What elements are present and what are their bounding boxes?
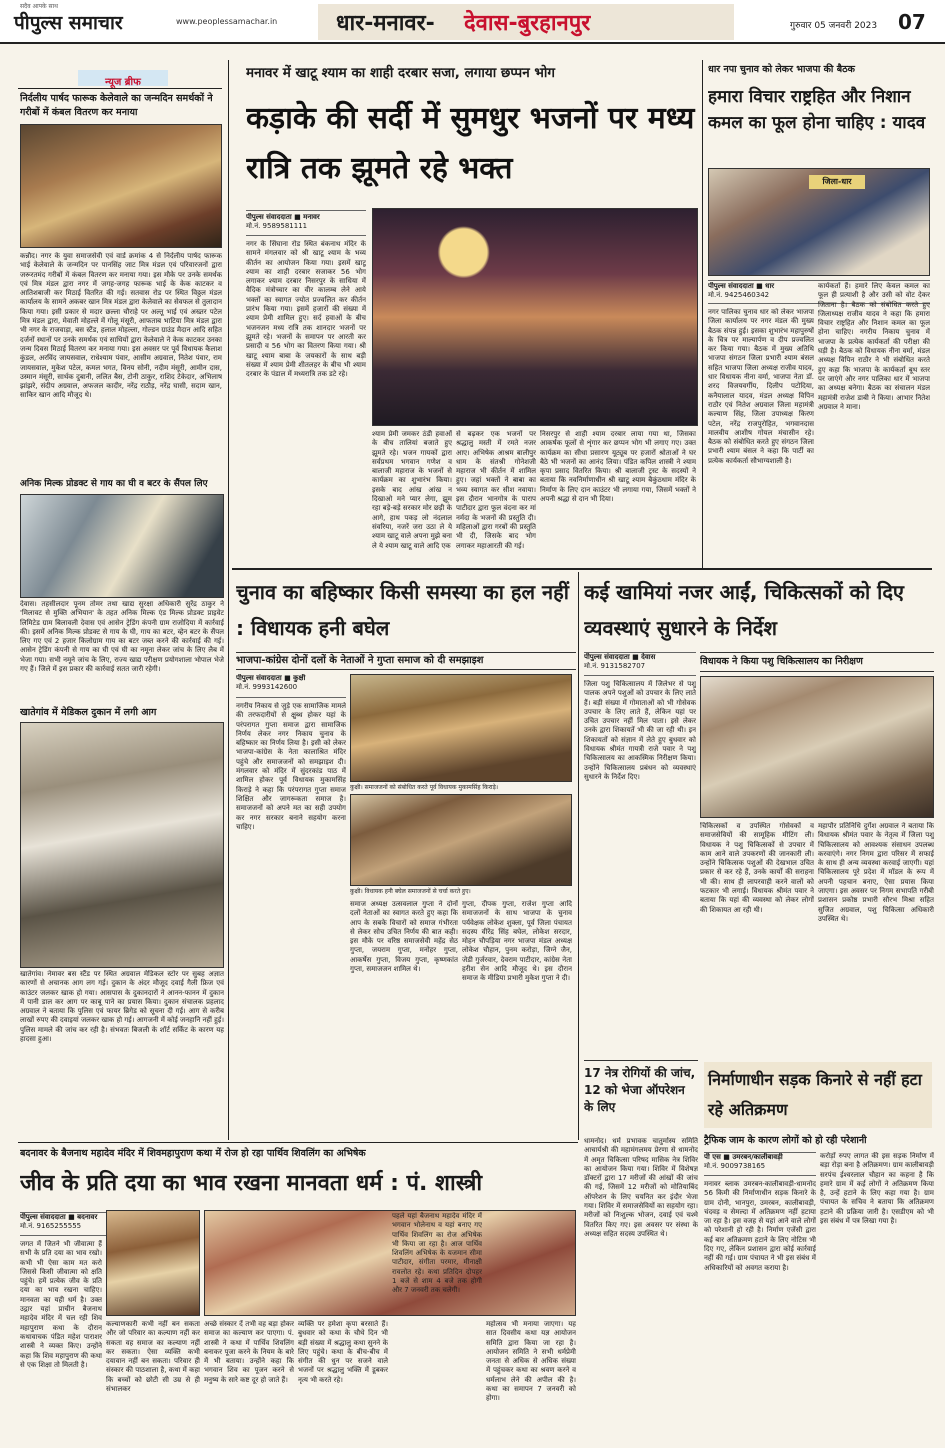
top-col1: नगर के सिंघाना रोड स्थित बंकनाथ मंदिर के सामने मंगलवार को श्री खाटू श्याम के भव्य कीर्तन का आयोजन किया गया। इसमें खाटू श्याम का शाही दरबार सजाकर 56 भोग लगाकर श्याम दरबार निसरपुर के साधिया में वैदिक मंत्रोच्चार का वीर कालम्ब लेने आये भक्तों का स्वागत ज्योत प्रज्वलित कर कीर्तन प्रारंभ किया गया। इसमें हजारों की संख्या में श्याम प्रेमी शामिल हुए। सर्द हवाओं के बीच भजनजन मध्य रात्रि तक शानदार भजनों पर झूमते रहे। भजनों के समापन पर आरती कर प्रसादी व 56 भोग का वितरण किया गया। श्री खाटू श्याम बाबा के जयकारों के साथ बड़ी संख्या में श्याम प्रेमी शीतलहर के बीच भी श्याम दरबार के पंडाल में मध्यरात्रि तक डटे रहे। bbox=[246, 240, 366, 379]
masthead-tagline: सदैव आपके साथ bbox=[20, 3, 58, 10]
top-byline-name: पीपुल्स संवाददाता ■ मनावर bbox=[246, 213, 320, 221]
bottom-left-col1: जगत में जितने भी जीवात्मा हैं सभी के प्रति दया का भाव रखो। कभी भी ऐसा काम मत करो जिससे किसी जीवात्मा को क्षति पहुंचे। हमें प्रत्येक जीव के प्रति दया का भाव रखना चाहिए। मानवता का यही धर्म है। उक्त उद्गार यहां प्राचीन बैजनाथ महादेव मंदिर में चल रही शिव महापुराण कथा के दौरान कथावाचक पंडित महेश पाराशर शास्त्री ने व्यक्त किए। उन्होंने कहा कि शिव महापुराण की कथा से एक शिक्षा तो मिलती है। bbox=[20, 1240, 102, 1369]
mid-right-col1: जिला पशु चिकित्सालय में जिलेभर से पशु पालक अपने पशुओं को उपचार के लिए लाते हैं। बड़ी संख्या में गोमाताओं को भी गोसेवक उपचार के लिए लाते हैं, लेकिन यहां पर उचित उपचार नहीं मिल पाता। इसे लेकर उनके द्वारा शिकायतें भी की जा रही थी। इन शिकायतों को संज्ञान में लेते हुए बुधवार को विधायक श्रीमंत गायत्री राजे पवार ने पशु चिकित्सालय का आकस्मिक निरीक्षण किया। उन्होंने चिकित्सालय प्रबंधन को व्यवस्थाएं सुधारने के निर्देश दिए। bbox=[584, 680, 696, 781]
mid-left-caption2: कुक्षी। विधायक हनी बघेल समाजजनों से चर्चा करते हुए। bbox=[350, 888, 471, 895]
bottom-right-byline-box bbox=[704, 1152, 816, 1176]
bottom-right-headline-box bbox=[704, 1062, 932, 1128]
mid-left-headline: चुनाव का बहिष्कार किसी समस्या का हल नहीं : विधायक हनी बघेल bbox=[236, 580, 569, 640]
edition-title-part1: धार-मनावर- bbox=[336, 11, 435, 36]
mid-right-photo bbox=[700, 676, 934, 818]
top-headline: कड़ाके की सर्दी में सुमधुर भजनों पर मध्य रात्रि तक झूमते रहे भक्त bbox=[246, 101, 695, 186]
date-label: गुरुवार 05 जनवरी 2023 bbox=[790, 21, 878, 31]
top-col2: श्याम प्रेमी जमकर ठंडी हवाओं के बीच तालियां बजाते हुए झूमते रहे। भजन गायकों द्वारा सर्वप्रथम भगवान गणेश व बालाजी महाराज के भजनों से कार्यक्रम का शुभारंभ किया। इसके बाद आंख आंख न दिखाओ मने प्यार लेगा, झूम रहा बड़े-बड़े सरकार मोर छड़ी के आगे, हाथ पकड़ लो नंदलाल संवरिया, नजरें जरा उठा ले ये श्याम खाटू वाले अपना मुझे बना ले ये श्याम खाटू वाले आदि एक bbox=[372, 430, 452, 550]
brief2-body: देवास। तहसीलदार पूनम तोमर तथा खाद्य सुरक्षा अधिकारी सुरेंद्र ठाकुर ने 'मिलावट से मुक्ति अभियान' के तहत अनिक मिल्क एंड मिल्क प्रोडक्ट प्राइवेट लिमिटेड ग्राम बिलावली देवास एवं आसेन ट्रेडिंग कंपनी ग्राम राजोदिया में कार्रवाई की। इसमें अनिक मिल्क प्रोडक्ट से गाय के घी, गाय का बटर, व्हेन बटर के सैंपल लिए गए एवं 2 हजार किलोग्राम गाय का बटर जब्त करने की कार्रवाई की गई। आसेन ट्रेडिंग कंपनी से गाय का घी एवं घी का नमूना लेकर जांच के लिए लैब में भेजा गया। सभी नमूने जांच के लिए, राज्य खाद्य परीक्षण प्रयोगशाला भोपाल भेजे गए हैं। जिले में इस प्रकार की कार्रवाई सतत जारी रहेगी। bbox=[20, 600, 224, 674]
brief1-headline: निर्दलीय पार्षद फारूक केलेवाले का जन्मदिन समर्थकों ने गरीबों में कंबल वितरण कर मनाया bbox=[20, 93, 213, 118]
edition-title-part2: देवास-बुरहानपुर bbox=[464, 11, 591, 36]
top-kicker: मनावर में खाटू श्याम का शाही दरबार सजा, लगाया छप्पन भोग bbox=[246, 65, 555, 81]
masthead bbox=[0, 0, 945, 44]
brief3-photo bbox=[20, 722, 224, 968]
top-byline-box bbox=[246, 210, 366, 236]
eye-camp-headline: 17 नेत्र रोगियों की जांच, 12 को भेजा ऑपरेशन के लिए bbox=[584, 1066, 696, 1114]
bottom-right-col1: मनावर ब्लाक उमरबन-कालीबावड़ी-धामनोद 56 किमी की निर्माणाधीन सड़क किनारे के ग्राम दोनी, भानपुरा, उमरबन, कालीबावड़ी, चंदवड़ व सेमल्दा में अतिक्रमण नहीं हटाया जा रहा है। इस वजह से यहां आने वाले लोगों को परेशानी हो रही है। निर्माण एजेंसी द्वारा कई बार अतिक्रमण हटाने के लिए नोटिस भी दिए गए, लेकिन प्रशासन द्वारा कोई कार्रवाई नहीं की गई। ग्राम पंचायत ने भी इस संबंध में अधिकारियों को अवगत कराया है। bbox=[704, 1180, 816, 1272]
eye-camp-body: धामनोद। धर्म प्रभावक चातुर्मास्य समिति आचार्यश्री की महामंगलमय प्रेरणा से धामनोद में अमृत चिकित्सा परिषद मासिक नेत्र शिविर का आयोजन किया गया। शिविर में विशेषज्ञ डॉक्टरों द्वारा 17 मरीजों की आंखों की जांच की गई, जिसमें 12 मरीजों को मोतियाबिंद ऑपरेशन के लिए चयनित कर इंदौर भेजा गया। शिविर में समाजसेवियों का सहयोग रहा। मरीजों को निःशुल्क भोजन, दवाई एवं चश्मे वितरित किए गए। इस अवसर पर संस्था के अध्यक्ष सहित सदस्य उपस्थित थे। bbox=[584, 1137, 698, 1238]
mid-right-col2: चिकित्सकों व उपस्थित गोसेवकों व समाजसेवियों की सामूहिक मीटिंग ली। विधायक ने पशु चिकित्सकों से उपचार में काम आने वाले उपकरणों की जानकारी ली। उन्होंने चिकित्सक पशुओं की देखभाल उचित प्रकार से कर रहे हैं, उनके कार्यों की सराहना भी की। साथ ही लापरवाही करने वालों को फटकार भी लगाई। विधायक श्रीमंत पवार ने बताया कि यहां की व्यवस्था को लेकर लोगों की शिकायत आ रही थी। bbox=[700, 822, 814, 914]
page-number: 07 bbox=[898, 10, 926, 34]
right-top-photo bbox=[708, 168, 930, 276]
right-top-col2: कार्यकर्ता हैं। हमारे लिए केवल कमल का फूल ही प्रत्याशी है और उसी को वोट देकर जिताना है। बैठक को संबोधित करते हुए जिलाध्यक्ष राजीव यादव ने कहा कि हमारा विचार राष्ट्रहित और निशान कमल का फूल होना चाहिए। नगरीय निकाय चुनाव में भाजपा के प्रत्येक कार्यकर्ता की परीक्षा की घड़ी है। बैठक को विधायक नीना वर्मा, मंडल अध्यक्ष विपिन राठौर ने भी संबोधित करते हुए कहा कि भाजपा के कार्यकर्ता बूथ स्तर पर जाएंगे और नगर पालिका धार में भाजपा का अध्यक्ष बनेगा। बैठक का संचालन मंडल महामंत्री राजेश डाबी ने किया। आभार नितेश अग्रवाल ने माना। bbox=[818, 282, 930, 411]
brief3-body: खातेगांव। नेमावर बस स्टैंड पर स्थित अग्रवाल मेडिकल स्टोर पर सुबह अज्ञात कारणों से अचानक आग लग गई। दुकान के अंदर मौजूद दवाई गैली फ्रिज एवं काउंटर जलकर खाक हो गया। आसपास के दुकानदारों ने आनन-फानन में दुकान में पानी डाल कर आग पर काबू पाने का प्रयास किया। दुकान संचालक प्रहलाद अग्रवाल ने बताया कि पुलिस एवं फायर ब्रिगेड को सूचना दी गई। आग से करीब लाखों रुपए की दवाइयां जलकर खाक हो गई। आगजनी में कोई जनहानि नहीं हुई। पुलिस मामले की जांच कर रही है। संभवतः बिजली के शॉर्ट सर्किट के कारण यह हादसा हुआ। bbox=[20, 970, 224, 1044]
mid-left-caption1: कुक्षी। समाजजनों को संबोधित करते पूर्व विधायक मुकामसिंह किराड़े। bbox=[350, 784, 499, 791]
top-col4: निसरपुर से शाही श्याम दरबार लाया गया था, जिसका आकर्षक फूलों से शृंगार कर छप्पन भोग भी लगाए गए। उक्त कार्यक्रम का सीधा प्रसारण यूट्यूब पर हजारों श्रोताओं ने घर बैठे भी भजनों का आनंद लिया। पंडित कपिल शास्त्री ने श्याम कृपा प्रसाद वितरित किया। श्री बालाजी ट्रस्ट के सदस्यों ने बताया कि नवनिर्माणाधीन श्री खाटू श्याम बैकुंठधाम मंदिर के निर्माण के लिए दान काउंटर भी लगाया गया, जिसमें भक्तों ने अपनी श्रद्धा से दान भी दिया। bbox=[540, 430, 696, 504]
bottom-left-col6: महोत्सव भी मनाया जाएगा। यह सात दिवसीय कथा यज्ञ आयोजन समिति द्वारा किया जा रहा है। आयोजन समिति ने सभी धर्मप्रेमी जनता से अधिक से अधिक संख्या में पहुंचकर कथा का श्रवण करने व धर्मलाभ लेने की अपील की है। कथा का समापन 7 जनवरी को होगा। bbox=[486, 1320, 576, 1403]
mid-left-byline-box bbox=[236, 674, 346, 698]
bottom-right-byline-name: पी एस ■ उमरबन/कालीबावड़ी bbox=[704, 1153, 783, 1161]
bottom-left-kicker: बदनावर के बैजनाथ महादेव मंदिर में शिवमहापुराण कथा में रोज हो रहा पार्थिव शिवलिंग का अभिषेक bbox=[20, 1148, 366, 1159]
mid-left-photo2 bbox=[350, 794, 572, 886]
mid-left-byline-name: पीपुल्स संवाददाता ■ कुक्षी bbox=[236, 674, 306, 682]
right-top-byline-mobile: मो.नं. 9425460342 bbox=[708, 291, 770, 299]
edition-title-band bbox=[318, 4, 734, 40]
bottom-left-col5: पहले यहां बैजनाथ महादेव मंदिर में भगवान भोलेनाथ व यहां बनाए गए पार्थिव शिवलिंग का रोज अभिषेक भी किया जा रहा है। आज पार्थिव शिवलिंग अभिषेक के यजमान सीमा पाटीदार, संगीता परमार, मीनाक्षी रावलोत रहे। कथा प्रतिदिन दोपहर 1 बजे से शाम 4 बजे तक होगी और 7 जनवरी तक चलेगी। bbox=[392, 1212, 482, 1295]
bottom-left-photo1 bbox=[106, 1210, 200, 1316]
eye-camp-box bbox=[584, 1060, 698, 1448]
brief1-photo bbox=[20, 124, 222, 248]
bottom-left-photo2 bbox=[204, 1210, 576, 1316]
mid-right-byline-mobile: मो.नं. 9131582707 bbox=[584, 662, 646, 670]
brief1-body: कन्नौद। नगर के युवा समाजसेवी एवं वार्ड क्रमांक 4 से निर्दलीय पार्षद फारूक भाई केलेवाले के जन्मदिन पर पानसिंह जाट मित्र मंडल एवं परिवारजनों द्वारा जरूरतमंद गरीबों में कंबल वितरण कर मनाया गया। इस मौके पर उनके समर्थक एवं मित्र मंडल द्वारा नगर में जगह-जगह फारूक भाई के केक काटकर व आतिशबाजी कर मिठाई वितरित की गई। सतवास रोड पर स्थित विठ्ठल मंडल कार्यालय के सामने अकबर खान मित्र मंडल द्वारा केलेवाले का सेवफल से तुलादान किया गया। इसी प्रकार से मदार छल्ला चौराहे पर अल्तू भाई एवं अख्तर पटेल मित्र मंडल द्वारा, मेवाती मोहल्ले में गोलू मंसूरी, आफताब भाटिया मित्र मंडल द्वारा भी नगर के राजवाड़ा, बस स्टैंड, हलाल मोहल्ला, गोल्डन ग्राउंड मैदान आदि सहित दर्जनों स्थानों पर उनके समर्थक एवं साथियों द्वारा केलेवाले ने केक काटकर उनका जन्म दिवस मिठाई वितरण कर मनाया गया। इस अवसर पर पूर्व विधायक कैलाश कुंडल, अरविंद जायसवाल, राधेश्याम पंवार, आसीम अग्रवाल, नितेश पंवार, राम जायसवाल, मुकेश पटेल, कमल भगत, विनय सोनी, नदीम मंसूरी, आमीन दास, उस्मान मंसूरी, सार्थक दुबानी, ललित बैस, टोनी ठाकुर, राशिद टेकेदार, अभिलाष झांझरे, संदीप अग्रवाल, अफजल कादीर, नरेंद्र राठौड़, नरेंद्र घासी, सदाम खान, साकिर खान आदि मौजूद थे। bbox=[20, 252, 222, 400]
mid-left-subhead: भाजपा-कांग्रेस दोनों दलों के नेताओं ने गुप्ता समाज को दी समझाइश bbox=[236, 655, 484, 666]
right-top-col1: नगर पालिका चुनाव धार को लेकर भाजपा जिला कार्यालय पर नगर मंडल की मुख्य बैठक संपन्न हुई। इसका शुभारंभ महापुरुषों के चित्र पर माल्यार्पण व दीप प्रज्वलित कर किया गया। बैठक में मुख्य अतिथि भाजपा संगठन जिला प्रभारी श्याम बंसल सहित भाजपा जिला अध्यक्ष राजीव यादव, धार विधायक नीना वर्मा, भाजपा नेता डॉ. शरद विजयवर्गीय, दिलीप पटोदिया, कनैयालाल यादव, मंडल अध्यक्ष विपिन राठौर एवं नितेश अग्रवाल जिला महामंत्री कल्याण सिंह, जिला उपाध्यक्ष किरण पटेल, नरेंद्र राजपुरोहित, भगवानदास मालवीय आशीष गोयल मंचासीन रहे। बैठक को संबोधित करते हुए संगठन जिला प्रभारी श्याम बंसल ने कहा कि पार्टी का प्रत्येक कार्यकर्ता सौभाग्यशाली है। bbox=[708, 308, 814, 465]
masthead-url[interactable]: www.peoplessamachar.in bbox=[176, 17, 278, 26]
mid-right-subhead-box bbox=[700, 652, 934, 672]
brief3-headline: खातेगांव में मेडिकल दुकान में लगी आग bbox=[20, 707, 157, 718]
right-top-headline: हमारा विचार राष्ट्रहित और निशान कमल का फूल होना चाहिए : यादव bbox=[708, 87, 926, 133]
mid-left-byline-mobile: मो.नं. 9993142600 bbox=[236, 683, 298, 691]
mid-left-col1: नगरीय निकाय से जुड़े एक सामाजिक मामले की तरफदारीयों से क्षुब्ध होकर यहां के परंपरागत गुप्ता समाज द्वारा सामाजिक निर्णय लेकर नगर निकाय चुनाव के बहिष्कार का निर्णय लिया है। इसी को लेकर भाजपा-कांग्रेस के नेता कालाश्रित मंदिर पहुंचे और समाजजनों को समझाइश दी। मंगलवार को मंदिर में सुंदरकांड पाठ में शामिल होकर पूर्व विधायक मुकामसिंह किराड़े ने कहा कि परंपरागत गुप्ता समाज शिक्षित और जागरूकता समाज है। समाजजनों को अपने मत का सही उपयोग कर नगर सरकार बनाने सहयोग करना चाहिए। bbox=[236, 702, 346, 831]
bottom-left-byline-mobile: मो.नं. 9165255555 bbox=[20, 1222, 82, 1230]
mid-right-byline-name: पीपुल्स संवाददाता ■ देवास bbox=[584, 653, 656, 661]
news-brief-label-box bbox=[78, 70, 168, 86]
mid-right-headline: कई खामियां नजर आईं, चिकित्सकों को दिए व्यवस्थाएं सुधारने के निर्देश bbox=[584, 580, 904, 640]
dhar-banner: जिला-धार bbox=[809, 175, 865, 189]
bottom-left-byline-name: पीपुल्स संवाददाता ■ बदनावर bbox=[20, 1213, 98, 1221]
news-brief-label: न्यूज ब्रीफ bbox=[105, 77, 141, 88]
bottom-left-col2: कल्याणकारी कभी नहीं बन सकता और जो परिवार का कल्याण नहीं कर सकता वह समाज का कल्याण नहीं कर सकता। ऐसा व्यक्ति कभी दयावान नहीं बन सकता। परिवार ही संस्कार की पाठशाला है, कथा में कहा कि बच्चों को छोटी सी उम्र से ही संभालकर bbox=[106, 1320, 200, 1394]
bottom-right-headline: निर्माणाधीन सड़क किनारे से नहीं हटा रहे अतिक्रमण bbox=[708, 1070, 922, 1119]
right-top-byline-name: पीपुल्स संवाददाता ■ धार bbox=[708, 282, 775, 290]
mid-left-col3: गुप्ता, दीपक गुप्ता, राजेश गुप्ता आदि समाजजनों के साथ भाजपा के चुनाव पर्यवेक्षक लोकेश शुक्ला, पूर्व जिला पंचायत सदस्य वीरेंद्र सिंह बघेल, लोकेश सरदार, मोहन चौपड़िया नगर भाजपा मंडल अध्यक्ष लोकेश चौहान, पुनम करोड़ा, जिग्ने जैन, जेडी गुर्जरवार, देवराम पाटीदार, कांग्रेस नेता हरीश सेन आदि मौजूद थे। इस दौरान समाज के मीडिया प्रभारी मुकेश गुप्ता ने दी। bbox=[462, 900, 572, 983]
bottom-right-byline-mobile: मो.नं. 9009738165 bbox=[704, 1162, 766, 1170]
right-top-kicker: धार नपा चुनाव को लेकर भाजपा की बैठक bbox=[708, 64, 855, 75]
mid-right-col3: महापौर प्रतिनिधि दुर्गेश अग्रवाल ने बताया कि विधायक श्रीमंत पवार के नेतृत्व में जिला पशु चिकित्सालय को आवश्यक संसाधन उपलब्ध करवाएंगे। नगर निगम द्वारा परिसर में सफाई के साथ ही अन्य व्यवस्था करवाई जाएगी। यहां चिकित्सालय पूरे प्रदेश में मॉडल के रूप में अपनी पहचान बनाए, ऐसा प्रयास किया जाएगा। इस अवसर पर निगम सभापति गरीबी प्रशासन प्रकोष्ठ प्रभारी सौरभ मिश्रा सहित सुजित अग्रवाल, पशु चिकित्सा अधिकारी उपस्थित थे। bbox=[818, 822, 934, 923]
mid-left-subhead-box bbox=[236, 652, 576, 670]
bottom-left-col4: व्यक्ति पर हमेशा कृपा बरसाते हैं। बुधवार को कथा के चौथे दिन भी बड़ी संख्या में श्रद्धालु कथा सुनने के लिए पहुंचे। कथा के बीच-बीच में संगीत की धुन पर सजने वाले भजनों पर श्रद्धालु भक्ति में डूबकर नृत्य भी करते रहे। bbox=[298, 1320, 388, 1384]
mid-left-col2: समाज अध्यक्ष उत्सवलाल गुप्ता ने दोनों दलों नेताओं का स्वागत करते हुए कहा कि आप के सबके विचारों को समाज गंभीरता से लेकर सोच उचित निर्णय की बात कही। इस मौके पर वरिष्ठ समाजसेवी महेंद्र सेठ गुप्ता, जयराम गुप्ता, मनोहर गुप्ता, आकर्षेस गुप्ता, विजय गुप्ता, कृष्णकांत गुप्ता, समाजजन शामिल थे। bbox=[350, 900, 458, 974]
masthead-logo: पीपुल्स समाचार bbox=[14, 12, 123, 34]
mid-right-byline-box bbox=[584, 652, 696, 676]
mid-left-photo1 bbox=[350, 674, 572, 782]
brief2-photo bbox=[20, 494, 224, 598]
top-photo bbox=[372, 208, 698, 426]
bottom-left-col3: अच्छे संस्कार दें तभी वह बड़ा होकर समाज का कल्याण कर पाएगा। पं. शास्त्री ने कथा में पार्थिव शिवलिंग बनाकर पूजा करने के नियम के बारे में भी बताया। उन्होंने कहा कि भगवान शिव का पूजन करने से मनुष्य के सारे कष्ट दूर हो जाते हैं। bbox=[204, 1320, 294, 1384]
bottom-right-subhead: ट्रैफिक जाम के कारण लोगों को हो रही परेशानी bbox=[704, 1135, 867, 1146]
bottom-right-col2: करोड़ों रुपए लागत की इस सड़क निर्माण में बड़ा रोड़ा बना है अतिक्रमण। ग्राम कालीबावड़ी सरपंच ईश्वरलाल चौहान का कहना है कि हमारे ग्राम में कई लोगों ने अतिक्रमण किया है, उन्हें हटाने के लिए कहा गया है। ग्राम पंचायत के सचिव ने बताया कि अतिक्रमण हटाने की प्रक्रिया जारी है। एसडीएम को भी इस संबंध में पत्र लिखा गया है। bbox=[820, 1152, 934, 1226]
top-col3: से बढ़कर एक भजनों पर श्रद्धालु मस्ती में रमते नजर आए। अभिषेक आश्रम बालीपुर धाम के संतश्री गोनेशजी महाराज भी कीर्तन में शामिल हुए। जहां भक्तों ने बाबा का भव्य स्वागत कर सीश नवाया। इस दौरान भानगोत्र के पाराप पाटीदार द्वारा फूल वंदना कर मां नर्मदा के भजनों की प्रस्तुति दी। महिलाओं द्वारा गरबों की प्रस्तुति भी दी, जिसके बाद भोग लगाकर महाआरती की गई। bbox=[456, 430, 536, 550]
bottom-left-headline: जीव के प्रति दया का भाव रखना मानवता धर्म : पं. शास्त्री bbox=[20, 1171, 483, 1196]
mid-right-subhead: विधायक ने किया पशु चिकित्सालय का निरीक्षण bbox=[700, 656, 863, 667]
brief2-headline: अनिक मिल्क प्रोडक्ट से गाय का घी व बटर के सैंपल लिए bbox=[20, 479, 208, 489]
top-byline-mobile: मो.नं. 9589581111 bbox=[246, 222, 308, 230]
